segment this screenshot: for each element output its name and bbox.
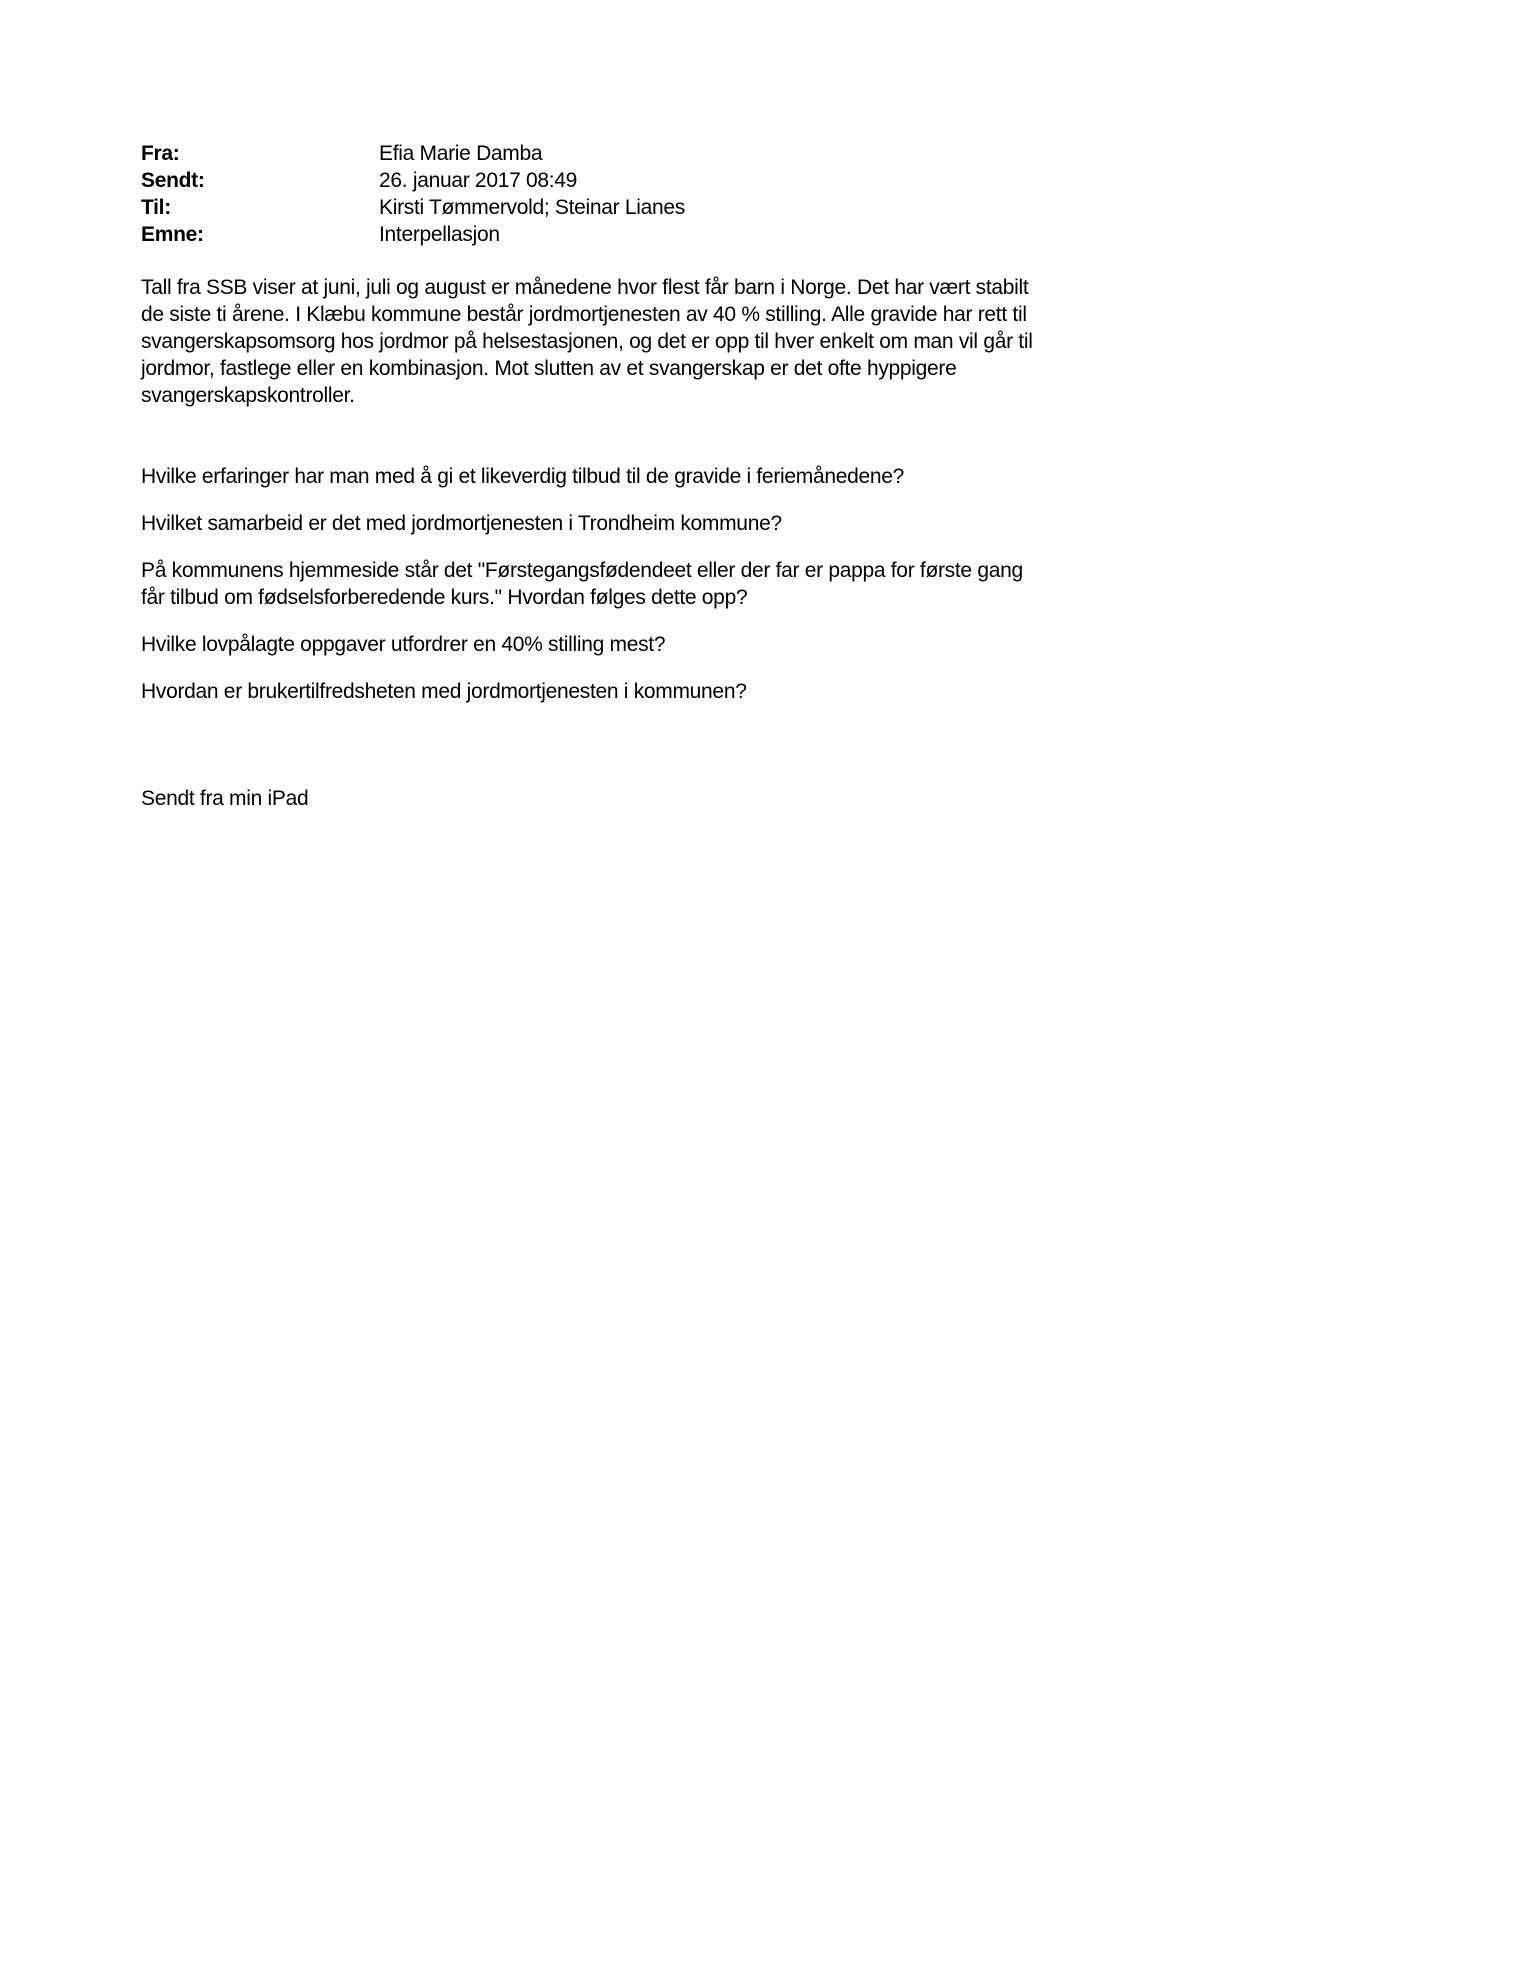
signature: Sendt fra min iPad (141, 787, 309, 810)
sent-label: Sendt: (141, 169, 205, 192)
question-3: På kommunens hjemmeside står det "Førstegangsfødendeet eller der far er pappa for første gang får tilbud om fødselsforberedende kurs." Hvordan følges dette opp? (141, 559, 1029, 609)
question-2: Hvilket samarbeid er det med jordmortjenesten i Trondheim kommune? (141, 512, 782, 535)
header-row-from (141, 140, 1046, 167)
sent-value: 26. januar 2017 08:49 (379, 169, 578, 192)
to-value: Kirsti Tømmervold; Steinar Lianes (379, 196, 685, 219)
to-label: Til: (141, 196, 171, 219)
question-1: Hvilke erfaringer har man med å gi et likeverdig tilbud til de gravide i feriemånedene? (141, 465, 904, 488)
header-row-sent (141, 167, 1046, 194)
email-header-block (141, 140, 1046, 248)
header-row-subject (141, 221, 1046, 248)
body-paragraph-intro: Tall fra SSB viser at juni, juli og august er månedene hvor flest får barn i Norge. Det har vært stabilt de siste ti årene. I Klæbu kommune består jordmortjenesten av 40 % stilling. Alle gravide har rett til svangerskapsomsorg hos jordmor på helsestasjonen, og det er opp til hver enkelt om man vil går til jordmor, fastlege eller en kombinasjon. Mot slutten av et svangerskap er det ofte hyppigere svangerskapskontroller. (141, 276, 1039, 407)
from-value: Efia Marie Damba (379, 142, 543, 165)
question-5: Hvordan er brukertilfredsheten med jordmortjenesten i kommunen? (141, 680, 747, 703)
from-label: Fra: (141, 142, 180, 165)
email-content (141, 140, 1046, 812)
header-row-to (141, 194, 1046, 221)
subject-label: Emne: (141, 223, 204, 246)
subject-value: Interpellasjon (379, 223, 500, 246)
question-4: Hvilke lovpålagte oppgaver utfordrer en 40% stilling mest? (141, 633, 666, 656)
